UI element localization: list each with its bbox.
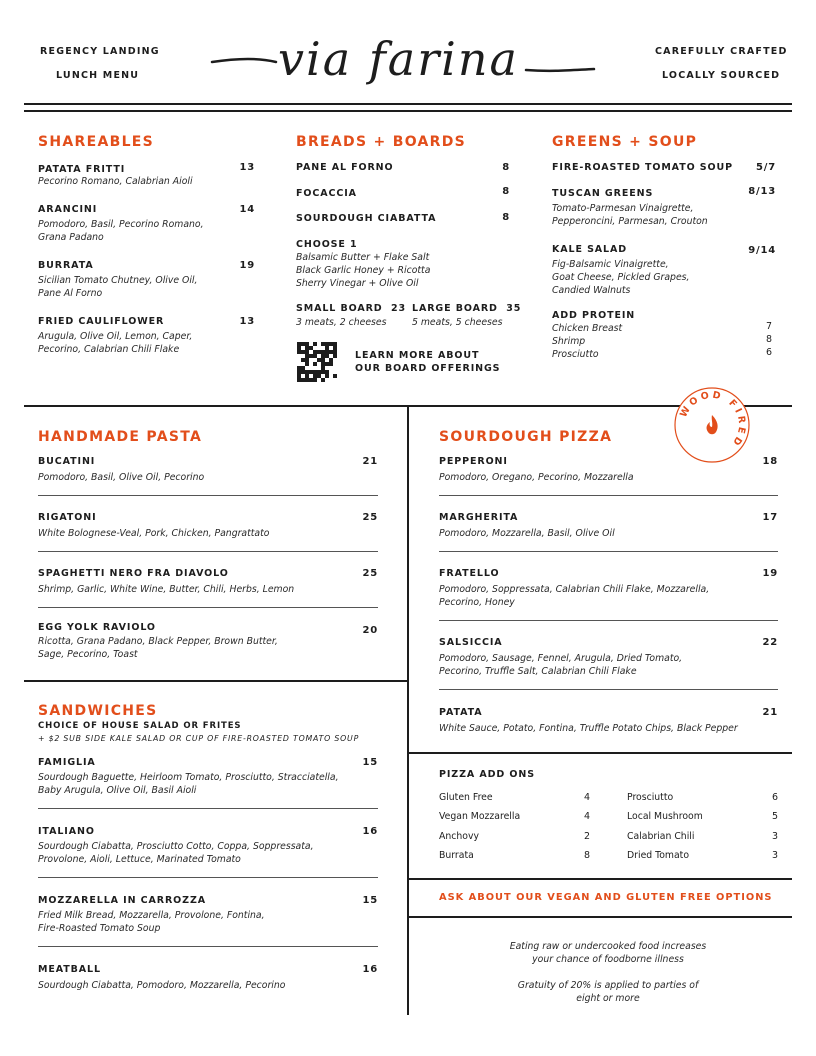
menu-item-name: FAMIGLIA <box>38 757 96 768</box>
vegan-gluten-note: ASK ABOUT OUR VEGAN AND GLUTEN FREE OPTIONS <box>439 892 773 903</box>
menu-item-desc: Sourdough Baguette, Heirloom Tomato, Prosciutto, Stracciatella, <box>38 772 339 783</box>
addon-price: 3 <box>771 850 778 861</box>
item-separator <box>439 495 778 496</box>
menu-item-price: 15 <box>362 895 378 906</box>
small-board-label: SMALL BOARD 23 <box>296 303 407 314</box>
addons-title: PIZZA ADD ONS <box>439 769 535 780</box>
menu-item-price: 21 <box>362 456 378 467</box>
learn-more-line: OUR BOARD OFFERINGS <box>355 363 501 374</box>
sandwiches-subnote: + $2 SUB SIDE KALE SALAD OR CUP OF FIRE-ROASTED TOMATO SOUP <box>38 734 360 743</box>
menu-item-price: 8 <box>502 212 510 223</box>
menu-item-desc: Fire-Roasted Tomato Soup <box>38 923 161 934</box>
menu-item-desc: Pomodoro, Oregano, Pecorino, Mozzarella <box>439 472 634 483</box>
addon-price: 5 <box>771 811 778 822</box>
choose-title: CHOOSE 1 <box>296 239 358 250</box>
item-separator <box>38 877 378 878</box>
menu-item-name: FRATELLO <box>439 568 500 579</box>
menu-item-price: 14 <box>239 204 255 215</box>
protein-name: Shrimp <box>552 336 586 347</box>
menu-item-desc: Ricotta, Grana Padano, Black Pepper, Brown Butter, <box>38 636 278 647</box>
large-board-desc: 5 meats, 5 cheeses <box>412 317 503 328</box>
menu-item-name: PANE AL FORNO <box>296 162 394 173</box>
section-rule <box>408 878 792 880</box>
greens-title: GREENS + SOUP <box>552 134 698 150</box>
addon-price: 4 <box>583 811 590 822</box>
choose-option: Balsamic Butter + Flake Salt <box>296 252 430 263</box>
menu-item-desc: Candied Walnuts <box>552 285 631 296</box>
menu-item-price: 20 <box>362 625 378 636</box>
menu-item-desc: Pecorino, Truffle Salt, Calabrian Chili Flake <box>439 666 637 677</box>
item-separator <box>38 495 378 496</box>
menu-item-name: FOCACCIA <box>296 188 357 199</box>
sandwiches-title: SANDWICHES <box>38 703 158 719</box>
tagline-2: LOCALLY SOURCED <box>662 70 781 81</box>
menu-item-name: EGG YOLK RAVIOLO <box>38 622 156 633</box>
menu-item-name: PATATA FRITTI <box>38 164 126 175</box>
menu-item-desc: Pecorino, Calabrian Chili Flake <box>38 344 180 355</box>
addon-price: 3 <box>771 831 778 842</box>
menu-item-desc: Grana Padano <box>38 232 104 243</box>
menu-item-price: 15 <box>362 757 378 768</box>
protein-name: Chicken Breast <box>552 323 623 334</box>
tagline-1: CAREFULLY CRAFTED <box>655 46 788 57</box>
menu-item-desc: Arugula, Olive Oil, Lemon, Caper, <box>38 331 193 342</box>
menu-item-desc: Pepperoncini, Parmesan, Crouton <box>552 216 708 227</box>
raw-food-notice: Eating raw or undercooked food increases your chance of foodborne illness <box>509 941 707 965</box>
learn-more-line: LEARN MORE ABOUT <box>355 350 480 361</box>
addon-price: 8 <box>583 850 590 861</box>
menu-item-price: 19 <box>239 260 255 271</box>
menu-item-desc: Pomodoro, Mozzarella, Basil, Olive Oil <box>439 528 615 539</box>
protein-price: 7 <box>765 321 772 332</box>
pizza-title: SOURDOUGH PIZZA <box>439 429 613 445</box>
header-rule-bottom <box>24 110 792 112</box>
breads-title: BREADS + BOARDS <box>296 134 467 150</box>
menu-item-name: ITALIANO <box>38 826 95 837</box>
menu-item-price: 8 <box>502 162 510 173</box>
section-rule <box>24 680 408 682</box>
menu-item-price: 22 <box>762 637 778 648</box>
item-separator <box>38 808 378 809</box>
menu-item-desc: Sage, Pecorino, Toast <box>38 649 138 660</box>
gratuity-notice: Gratuity of 20% is applied to parties of eight or more <box>517 980 699 1004</box>
location-label: REGENCY LANDING <box>40 46 160 57</box>
addon-name: Gluten Free <box>439 792 493 803</box>
menu-item-price: 13 <box>239 162 255 173</box>
menu-item-desc: Fig-Balsamic Vinaigrette, <box>552 259 669 270</box>
menu-item-price: 8/13 <box>748 186 776 197</box>
large-board-price: 35 <box>506 303 522 314</box>
protein-name: Prosciutto <box>552 349 599 360</box>
menu-item-price: 16 <box>362 964 378 975</box>
menu-item-desc: Baby Arugula, Olive Oil, Basil Aioli <box>38 785 197 796</box>
header-rule-top <box>24 103 792 105</box>
shareables-title: SHAREABLES <box>38 134 155 150</box>
menu-item-price: 5/7 <box>756 162 776 173</box>
add-protein-title: ADD PROTEIN <box>552 310 636 321</box>
menu-item-name: BUCATINI <box>38 456 96 467</box>
wood-fired-badge <box>672 385 752 465</box>
menu-item-price: 25 <box>362 512 378 523</box>
menu-item-name: TUSCAN GREENS <box>552 188 654 199</box>
pasta-title: HANDMADE PASTA <box>38 429 203 445</box>
addon-name: Calabrian Chili <box>627 831 695 842</box>
menu-item-name: SPAGHETTI NERO FRA DIAVOLO <box>38 568 229 579</box>
menu-item-desc: Tomato-Parmesan Vinaigrette, <box>552 203 694 214</box>
menu-item-desc: Provolone, Aioli, Lettuce, Marinated Tomato <box>38 854 241 865</box>
menu-item-desc: Pecorino Romano, Calabrian Aioli <box>38 176 193 187</box>
menu-item-desc: Pecorino, Honey <box>439 597 515 608</box>
menu-item-desc: White Bolognese-Veal, Pork, Chicken, Pangrattato <box>38 528 270 539</box>
menu-item-desc: Pomodoro, Soppressata, Calabrian Chili Flake, Mozzarella, <box>439 584 710 595</box>
large-board-label: LARGE BOARD 35 <box>412 303 522 314</box>
choose-option: Black Garlic Honey + Ricotta <box>296 265 431 276</box>
menu-item-name: RIGATONI <box>38 512 97 523</box>
menu-type-label: LUNCH MENU <box>56 70 140 81</box>
menu-item-desc: Shrimp, Garlic, White Wine, Butter, Chili, Herbs, Lemon <box>38 584 295 595</box>
menu-item-desc: Sourdough Ciabatta, Prosciutto Cotto, Coppa, Soppressata, <box>38 841 314 852</box>
menu-item-name: FIRE-ROASTED TOMATO SOUP <box>552 162 733 173</box>
addon-name: Anchovy <box>439 831 479 842</box>
addon-name: Local Mushroom <box>627 811 703 822</box>
menu-item-name: BURRATA <box>38 260 94 271</box>
menu-item-price: 9/14 <box>748 245 776 256</box>
item-separator <box>439 689 778 690</box>
section-rule <box>408 916 792 918</box>
menu-item-price: 18 <box>762 456 778 467</box>
menu-item-name: SALSICCIA <box>439 637 503 648</box>
small-board-price: 23 <box>391 303 407 314</box>
menu-item-name: PATATA <box>439 707 483 718</box>
sandwiches-subtitle: CHOICE OF HOUSE SALAD OR FRITES <box>38 721 242 731</box>
item-separator <box>38 551 378 552</box>
menu-item-name: MEATBALL <box>38 964 101 975</box>
qr-code[interactable] <box>297 342 337 382</box>
item-separator <box>38 607 378 608</box>
menu-item-desc: Pane Al Forno <box>38 288 103 299</box>
badge-text: WOOD FIRED <box>678 389 748 450</box>
addon-name: Dried Tomato <box>627 850 690 861</box>
section-rule <box>408 752 792 754</box>
addon-name: Prosciutto <box>627 792 674 803</box>
menu-item-desc: Fried Milk Bread, Mozzarella, Provolone, Fontina, <box>38 910 265 921</box>
menu-item-price: 13 <box>239 316 255 327</box>
menu-item-name: ARANCINI <box>38 204 98 215</box>
menu-item-name: MARGHERITA <box>439 512 519 523</box>
menu-item-price: 25 <box>362 568 378 579</box>
protein-price: 8 <box>765 334 772 345</box>
choose-option: Sherry Vinegar + Olive Oil <box>296 278 419 289</box>
logo: via farina <box>278 32 519 86</box>
addon-price: 6 <box>771 792 778 803</box>
menu-item-desc: Pomodoro, Basil, Olive Oil, Pecorino <box>38 472 205 483</box>
item-separator <box>439 551 778 552</box>
menu-item-name: PEPPERONI <box>439 456 508 467</box>
menu-item-name: KALE SALAD <box>552 244 628 255</box>
menu-item-price: 21 <box>762 707 778 718</box>
menu-item-desc: Sourdough Ciabatta, Pomodoro, Mozzarella, Pecorino <box>38 980 286 991</box>
item-separator <box>38 946 378 947</box>
protein-price: 6 <box>765 347 772 358</box>
menu-item-price: 16 <box>362 826 378 837</box>
menu-item-price: 19 <box>762 568 778 579</box>
column-divider <box>407 405 409 1015</box>
item-separator <box>439 620 778 621</box>
menu-item-desc: Sicilian Tomato Chutney, Olive Oil, <box>38 275 198 286</box>
menu-item-desc: Pomodoro, Sausage, Fennel, Arugula, Dried Tomato, <box>439 653 683 664</box>
menu-item-name: SOURDOUGH CIABATTA <box>296 213 437 224</box>
addon-name: Burrata <box>439 850 474 861</box>
small-board-desc: 3 meats, 2 cheeses <box>296 317 387 328</box>
menu-item-desc: Goat Cheese, Pickled Grapes, <box>552 272 690 283</box>
menu-item-desc: Pomodoro, Basil, Pecorino Romano, <box>38 219 204 230</box>
menu-item-name: FRIED CAULIFLOWER <box>38 316 165 327</box>
menu-item-price: 8 <box>502 186 510 197</box>
addon-price: 2 <box>583 831 590 842</box>
addon-price: 4 <box>583 792 590 803</box>
addon-name: Vegan Mozzarella <box>439 811 521 822</box>
menu-item-desc: White Sauce, Potato, Fontina, Truffle Potato Chips, Black Pepper <box>439 723 738 734</box>
menu-item-price: 17 <box>762 512 778 523</box>
menu-item-name: MOZZARELLA IN CARROZZA <box>38 895 206 906</box>
